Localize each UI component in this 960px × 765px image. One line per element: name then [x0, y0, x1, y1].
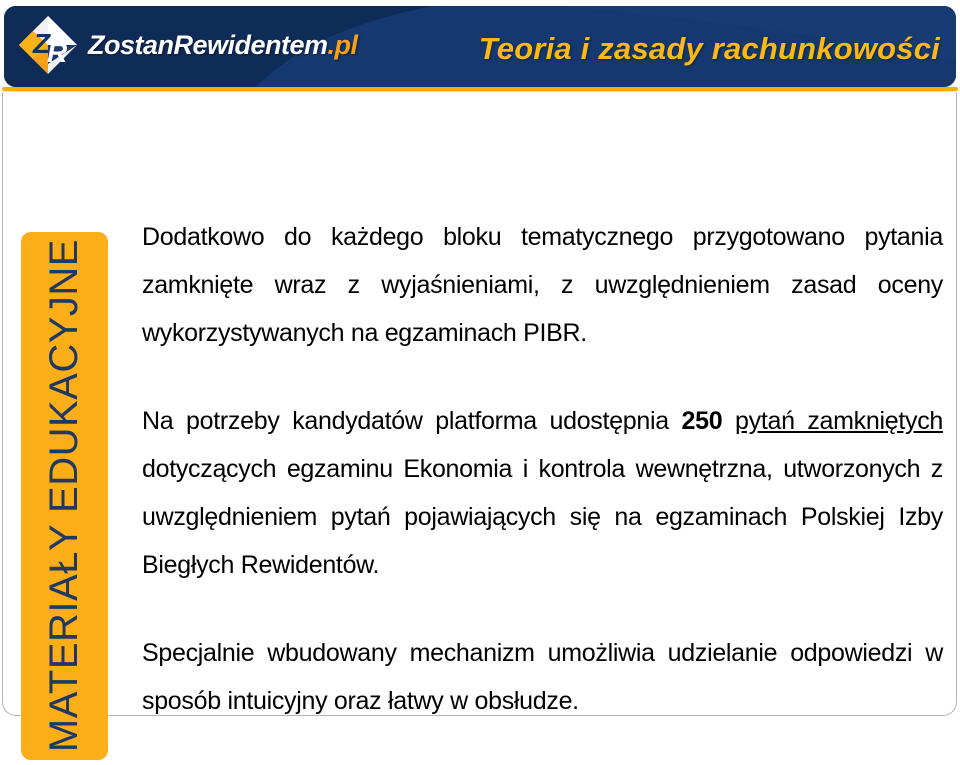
brand-name-tld: .pl — [327, 29, 358, 60]
body-text — [142, 213, 943, 765]
paragraph-1: Dodatkowo do każdego bloku tematycznego przygotowano pytania zamknięte wraz z wyjaśnieniami, z uwzględnieniem zasad oceny wykorzystywanych na egzaminach PIBR. — [142, 223, 943, 347]
brand-name — [88, 30, 358, 61]
sidebar-badge — [21, 232, 108, 760]
slide-title: Teoria i zasady rachunkowości — [478, 31, 940, 66]
paragraph-2-part1: Na potrzeby kandydatów platforma udostępnia — [142, 407, 682, 435]
brand-name-main: ZostanRewidentem — [88, 29, 328, 60]
paragraph-2-space — [722, 407, 735, 435]
paragraph-2-part2: dotyczących egzaminu Ekonomia i kontrola wewnętrzna, utworzonych z uwzględnieniem pytań pojawiających się na egzaminach Polskiej Izby Biegłych Rewidentów. — [142, 455, 943, 579]
header-bar — [4, 6, 956, 87]
svg-text:R: R — [47, 37, 68, 68]
svg-text:Z: Z — [33, 28, 51, 59]
paragraph-3: Specjalnie wbudowany mechanizm umożliwia udzielanie odpowiedzi w sposób intuicyjny oraz łatwy w obsłudze. — [142, 639, 943, 715]
content-panel — [2, 91, 957, 753]
sidebar-label: MATERIAŁY EDUKACYJNE — [42, 239, 86, 753]
zr-diamond-icon — [16, 12, 80, 78]
paragraph-2 — [142, 397, 943, 589]
question-count: 250 — [681, 407, 723, 435]
brand-logo — [16, 12, 358, 78]
underlined-phrase: pytań zamkniętych — [735, 407, 943, 435]
